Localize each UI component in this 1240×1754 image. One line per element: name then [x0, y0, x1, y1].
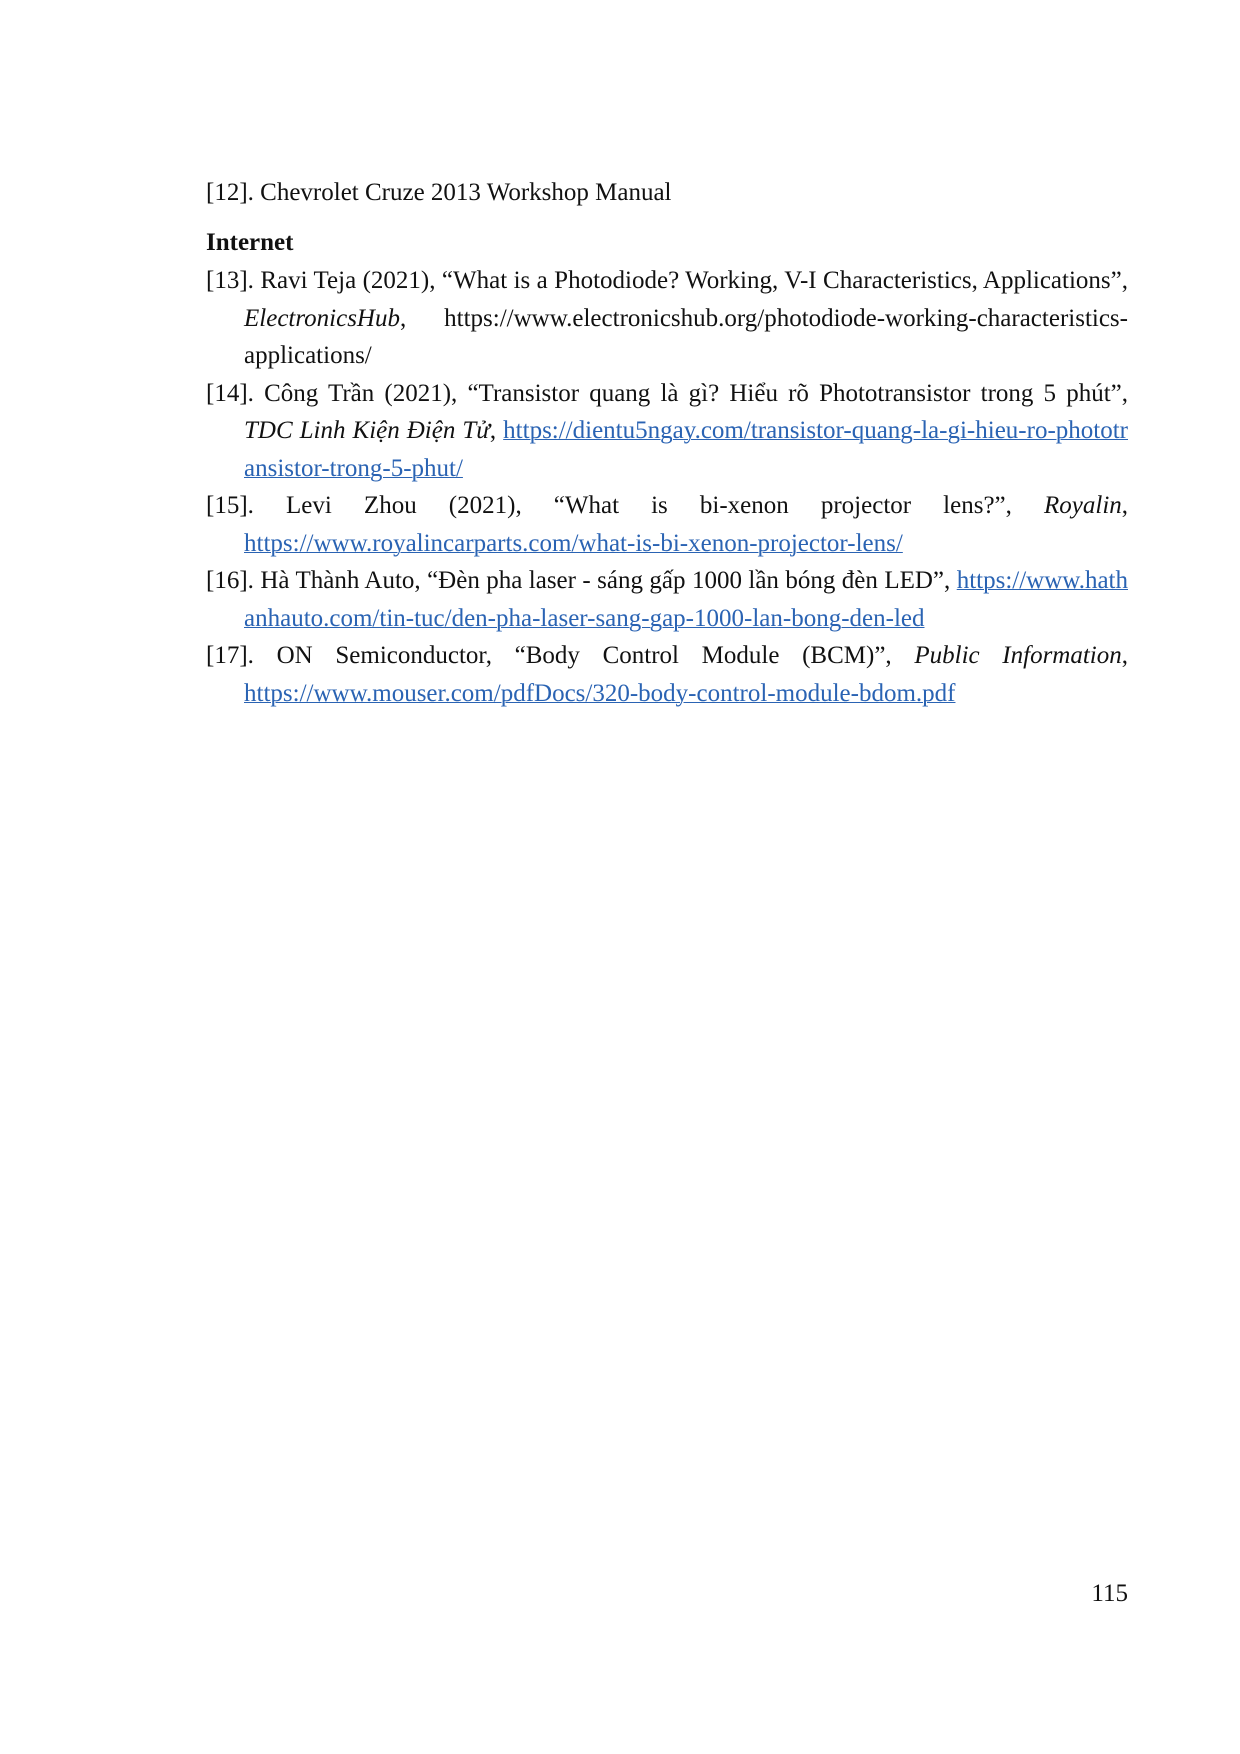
reference-url: https://www.electronicshub.org/photodiode-working-characteristics-applications/	[244, 304, 1128, 369]
reference-number: [16].	[206, 567, 254, 594]
page-number: 115	[1091, 1580, 1128, 1607]
reference-number: [12].	[206, 179, 254, 206]
reference-number: [17].	[206, 642, 254, 669]
reference-item-13: [13]. Ravi Teja (2021), “What is a Photodiode? Working, V-I Characteristics, Applications”, ElectronicsHub, https://www.electronicshub.org/photodiode-working-characteristics-applications/	[206, 267, 1128, 369]
reference-item-17: [17]. ON Semiconductor, “Body Control Module (BCM)”, Public Information, https://www.mouser.com/pdfDocs/320-body-control-module-bdom.pdf	[206, 642, 1129, 707]
reference-source: Royalin	[1044, 492, 1122, 519]
reference-text: ON Semiconductor, “Body Control Module (BCM)”,	[276, 642, 892, 669]
reference-text: Ravi Teja (2021), “What is a Photodiode? Working, V-I Characteristics, Applications”,	[260, 267, 1128, 294]
reference-link[interactable]: https://www.mouser.com/pdfDocs/320-body-control-module-bdom.pdf	[244, 679, 956, 707]
reference-number: [13].	[206, 267, 254, 294]
reference-item-12	[206, 174, 1128, 212]
reference-number: [15].	[206, 492, 254, 519]
reference-item-15: [15]. Levi Zhou (2021), “What is bi-xenon projector lens?”, Royalin, https://www.royalincarparts.com/what-is-bi-xenon-projector-lens/	[206, 492, 1129, 557]
internet-reference-list	[206, 262, 1128, 712]
reference-text: Levi Zhou (2021), “What is bi-xenon projector lens?”,	[286, 492, 1012, 519]
reference-number: [14].	[206, 379, 254, 407]
reference-text: Hà Thành Auto, “Đèn pha laser - sáng gấp 1000 lần bóng đèn LED”,	[260, 567, 951, 594]
section-heading-internet: Internet	[206, 229, 294, 256]
book-reference-list	[206, 174, 1128, 212]
reference-source: TDC Linh Kiện Điện Tử	[244, 417, 490, 444]
reference-link[interactable]: https://dientu5ngay.com/transistor-quang-la-gi-hieu-ro-phototransistor-trong-5-phut/	[244, 417, 1128, 482]
reference-link[interactable]: https://www.hathanhauto.com/tin-tuc/den-pha-laser-sang-gap-1000-lan-bong-den-led	[244, 567, 1128, 632]
reference-item-14: [14]. Công Trần (2021), “Transistor quang là gì? Hiểu rõ Phototransistor trong 5 phút”, TDC Linh Kiện Điện Tử, https://dientu5ngay.com/transistor-quang-la-gi-hieu-ro-phototransistor-trong-5-phut/	[206, 379, 1129, 482]
reference-link[interactable]: https://www.royalincarparts.com/what-is-bi-xenon-projector-lens/	[244, 529, 903, 557]
reference-text: Công Trần (2021), “Transistor quang là gì? Hiểu rõ Phototransistor trong 5 phút”,	[264, 379, 1129, 407]
reference-source: ElectronicsHub	[244, 304, 400, 332]
reference-source: Public Information	[914, 642, 1122, 669]
reference-item-16	[206, 562, 1128, 637]
reference-text: Chevrolet Cruze 2013 Workshop Manual	[260, 179, 672, 206]
